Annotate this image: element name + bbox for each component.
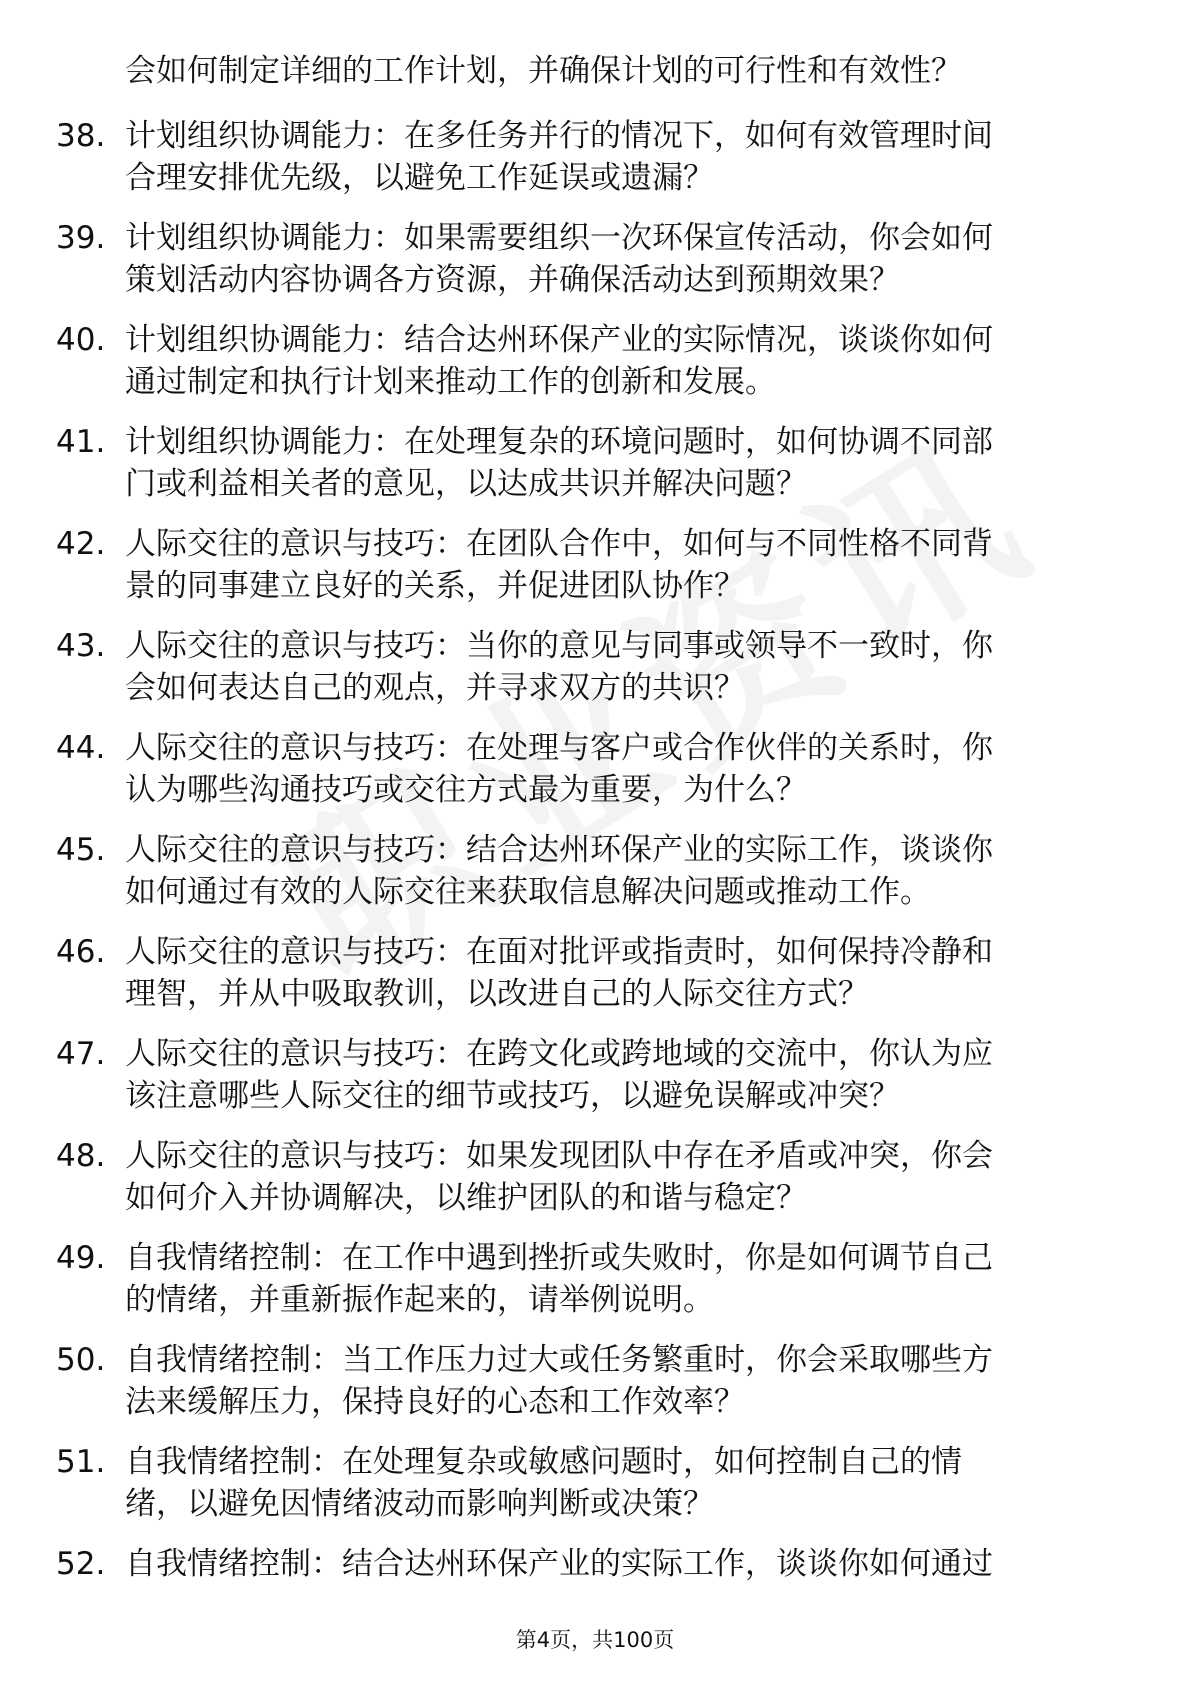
question-line: 门或利益相关者的意见，以达成共识并解决问题？ bbox=[125, 466, 807, 502]
question-item-51 bbox=[0, 1441, 1190, 1543]
question-item-47 bbox=[0, 1033, 1190, 1135]
question-item-46 bbox=[0, 931, 1190, 1033]
question-number: 40. bbox=[56, 322, 106, 358]
question-number: 43. bbox=[56, 628, 106, 664]
question-line: 理智，并从中吸取教训，以改进自己的人际交往方式？ bbox=[125, 976, 869, 1012]
question-line: 合理安排优先级，以避免工作延误或遗漏？ bbox=[125, 160, 714, 196]
question-item-38 bbox=[0, 115, 1190, 217]
question-line: 自我情绪控制：当工作压力过大或任务繁重时，你会采取哪些方 bbox=[125, 1342, 993, 1378]
question-item-50 bbox=[0, 1339, 1190, 1441]
question-item-44 bbox=[0, 727, 1190, 829]
question-number: 38. bbox=[56, 118, 106, 154]
question-number: 52. bbox=[56, 1546, 106, 1582]
question-text bbox=[125, 1441, 1125, 1525]
question-line: 人际交往的意识与技巧：如果发现团队中存在矛盾或冲突，你会 bbox=[125, 1138, 993, 1174]
question-line: 人际交往的意识与技巧：当你的意见与同事或领导不一致时，你 bbox=[125, 628, 993, 664]
question-line: 计划组织协调能力：结合达州环保产业的实际情况，谈谈你如何 bbox=[125, 322, 993, 358]
question-item-41 bbox=[0, 421, 1190, 523]
question-line: 人际交往的意识与技巧：在处理与客户或合作伙伴的关系时，你 bbox=[125, 730, 993, 766]
question-line: 如何通过有效的人际交往来获取信息解决问题或推动工作。 bbox=[125, 874, 931, 910]
question-item-40 bbox=[0, 319, 1190, 421]
question-line: 计划组织协调能力：在处理复杂的环境问题时，如何协调不同部 bbox=[125, 424, 993, 460]
continuation-text: 会如何制定详细的工作计划，并确保计划的可行性和有效性？ bbox=[125, 53, 962, 89]
question-line: 人际交往的意识与技巧：在团队合作中，如何与不同性格不同背 bbox=[125, 526, 993, 562]
question-number: 51. bbox=[56, 1444, 106, 1480]
question-line: 法来缓解压力，保持良好的心态和工作效率？ bbox=[125, 1384, 745, 1420]
question-number: 48. bbox=[56, 1138, 106, 1174]
question-text bbox=[125, 1543, 1125, 1585]
question-text bbox=[125, 1237, 1125, 1321]
question-line: 自我情绪控制：结合达州环保产业的实际工作，谈谈你如何通过 bbox=[125, 1546, 993, 1582]
question-line: 该注意哪些人际交往的细节或技巧，以避免误解或冲突？ bbox=[125, 1078, 900, 1114]
question-line: 的情绪，并重新振作起来的，请举例说明。 bbox=[125, 1282, 714, 1318]
page-footer: 第4页，共100页 bbox=[515, 1628, 675, 1652]
question-line: 通过制定和执行计划来推动工作的创新和发展。 bbox=[125, 364, 776, 400]
question-item-49 bbox=[0, 1237, 1190, 1339]
question-number: 50. bbox=[56, 1342, 106, 1378]
question-number: 42. bbox=[56, 526, 106, 562]
question-line: 人际交往的意识与技巧：在面对批评或指责时，如何保持冷静和 bbox=[125, 934, 993, 970]
question-text bbox=[125, 625, 1125, 709]
question-line: 计划组织协调能力：如果需要组织一次环保宣传活动，你会如何 bbox=[125, 220, 993, 256]
question-text bbox=[125, 115, 1125, 199]
question-line: 策划活动内容协调各方资源，并确保活动达到预期效果？ bbox=[125, 262, 900, 298]
question-text bbox=[125, 217, 1125, 301]
question-line: 如何介入并协调解决，以维护团队的和谐与稳定？ bbox=[125, 1180, 807, 1216]
question-line: 自我情绪控制：在工作中遇到挫折或失败时，你是如何调节自己 bbox=[125, 1240, 993, 1276]
question-text bbox=[125, 829, 1125, 913]
question-text bbox=[125, 1135, 1125, 1219]
question-text bbox=[125, 523, 1125, 607]
question-text bbox=[125, 421, 1125, 505]
question-number: 44. bbox=[56, 730, 106, 766]
question-item-48 bbox=[0, 1135, 1190, 1237]
question-text bbox=[125, 727, 1125, 811]
question-text bbox=[125, 319, 1125, 403]
question-item-42 bbox=[0, 523, 1190, 625]
question-number: 49. bbox=[56, 1240, 106, 1276]
question-line: 会如何表达自己的观点，并寻求双方的共识？ bbox=[125, 670, 745, 706]
question-item-39 bbox=[0, 217, 1190, 319]
question-line: 计划组织协调能力：在多任务并行的情况下，如何有效管理时间 bbox=[125, 118, 993, 154]
question-line: 景的同事建立良好的关系，并促进团队协作？ bbox=[125, 568, 745, 604]
question-list bbox=[0, 115, 1190, 1645]
question-text bbox=[125, 931, 1125, 1015]
question-item-45 bbox=[0, 829, 1190, 931]
question-number: 45. bbox=[56, 832, 106, 868]
question-number: 46. bbox=[56, 934, 106, 970]
question-line: 认为哪些沟通技巧或交往方式最为重要，为什么？ bbox=[125, 772, 807, 808]
question-line: 人际交往的意识与技巧：结合达州环保产业的实际工作，谈谈你 bbox=[125, 832, 993, 868]
question-text bbox=[125, 1339, 1125, 1423]
question-line: 绪，以避免因情绪波动而影响判断或决策？ bbox=[125, 1486, 714, 1522]
question-number: 47. bbox=[56, 1036, 106, 1072]
question-line: 人际交往的意识与技巧：在跨文化或跨地域的交流中，你认为应 bbox=[125, 1036, 993, 1072]
question-line: 自我情绪控制：在处理复杂或敏感问题时，如何控制自己的情 bbox=[125, 1444, 962, 1480]
question-text bbox=[125, 1033, 1125, 1117]
question-number: 41. bbox=[56, 424, 106, 460]
question-number: 39. bbox=[56, 220, 106, 256]
question-item-43 bbox=[0, 625, 1190, 727]
